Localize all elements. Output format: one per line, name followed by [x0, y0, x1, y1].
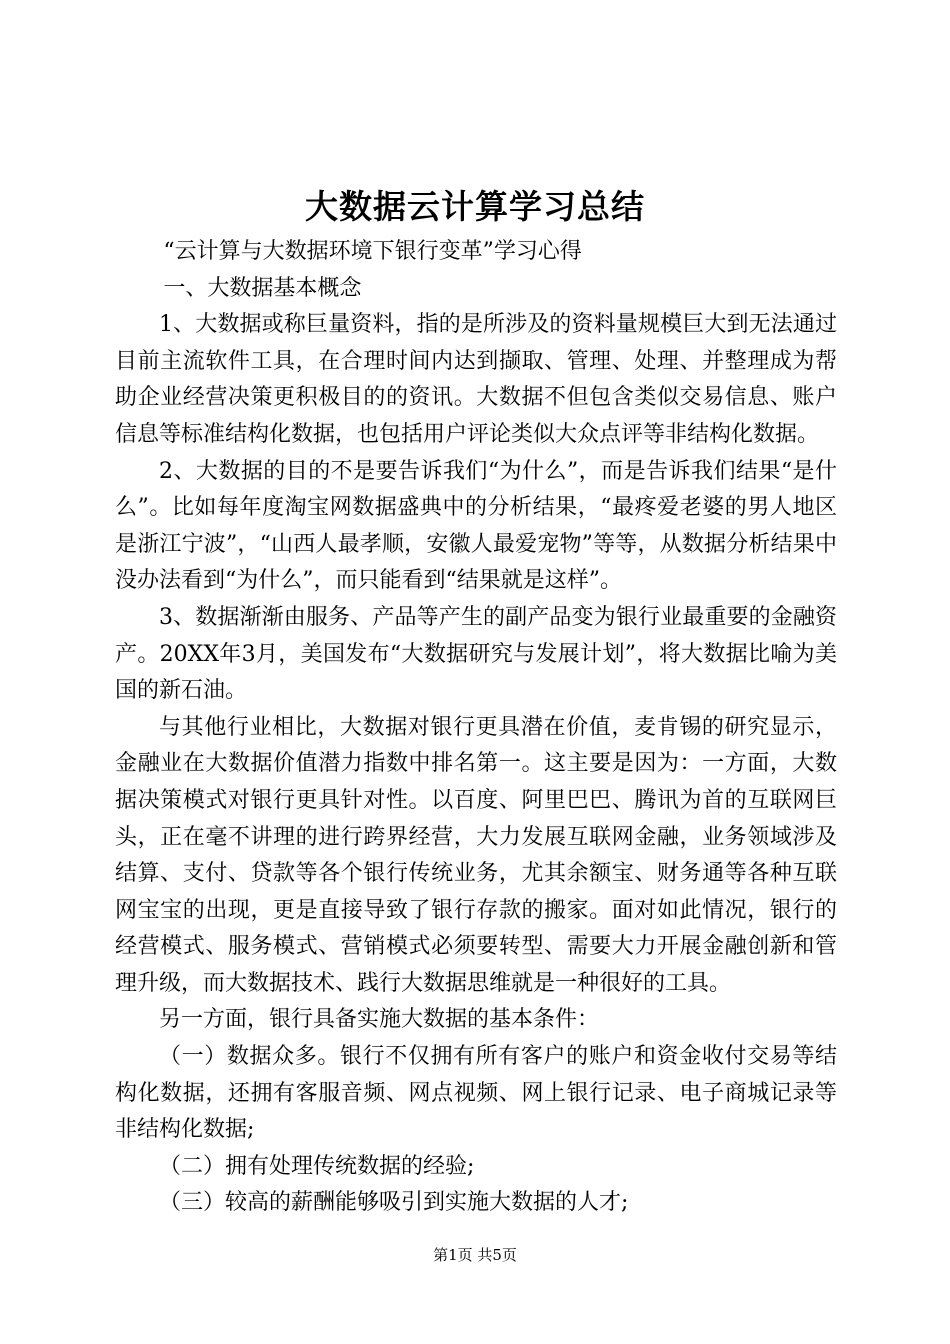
page-number-footer: 第1页 共5页 — [433, 1246, 517, 1264]
paragraph-section-heading: 一、大数据基本概念 — [163, 275, 362, 301]
paragraph-list-item: （一）数据众多。银行不仅拥有所有客户的账户和资金收付交易等结构化数据，还拥有客服音频、网点视频、网上银行记录、电子商城记录等非结构化数据; — [115, 1044, 837, 1143]
paragraph-list-item: （二）拥有处理传统数据的经验; — [159, 1153, 475, 1179]
paragraph: 3、数据渐渐由服务、产品等产生的副产品变为银行业最重要的金融资产。20XX年3月，美国发布“大数据研究与发展计划”，将大数据比喻为美国的新石油。 — [115, 604, 837, 704]
document-body — [115, 234, 837, 1222]
paragraph: 1、大数据或称巨量资料，指的是所涉及的资料量规模巨大到无法通过目前主流软件工具，在合理时间内达到撷取、管理、处理、并整理成为帮助企业经营决策更积极目的的资讯。大数据不但包含类似交易信息、账户信息等标准结构化数据，也包括用户评论类似大众点评等非结构化数据。 — [115, 312, 837, 447]
paragraph: 与其他行业相比，大数据对银行更具潜在价值，麦肯锡的研究显示，金融业在大数据价值潜力指数中排名第一。这主要是因为：一方面，大数据决策模式对银行更具针对性。以百度、阿里巴巴、腾讯为首的互联网巨头，正在毫不讲理的进行跨界经营，大力发展互联网金融，业务领域涉及结算、支付、贷款等各个银行传统业务，尤其余额宝、财务通等各种互联网宝宝的出现，更是直接导致了银行存款的搬家。面对如此情况，银行的经营模式、服务模式、营销模式必须要转型、需要大力开展金融创新和管理升级，而大数据技术、践行大数据思维就是一种很好的工具。 — [115, 714, 837, 996]
document-title: 大数据云计算学习总结 — [305, 187, 645, 226]
paragraph: 另一方面，银行具备实施大数据的基本条件： — [159, 1007, 600, 1033]
paragraph: 2、大数据的目的不是要告诉我们“为什么”，而是告诉我们结果“是什么”。比如每年度淘宝网数据盛典中的分析结果，“最疼爱老婆的男人地区是浙江宁波”，“山西人最孝顺，安徽人最爱宠物”等等，从数据分析结果中没办法看到“为什么”，而只能看到“结果就是这样”。 — [115, 458, 837, 594]
paragraph-subtitle: “云计算与大数据环境下银行变革”学习心得 — [163, 239, 582, 264]
paragraph-list-item: （三）较高的薪酬能够吸引到实施大数据的人才; — [159, 1190, 629, 1216]
